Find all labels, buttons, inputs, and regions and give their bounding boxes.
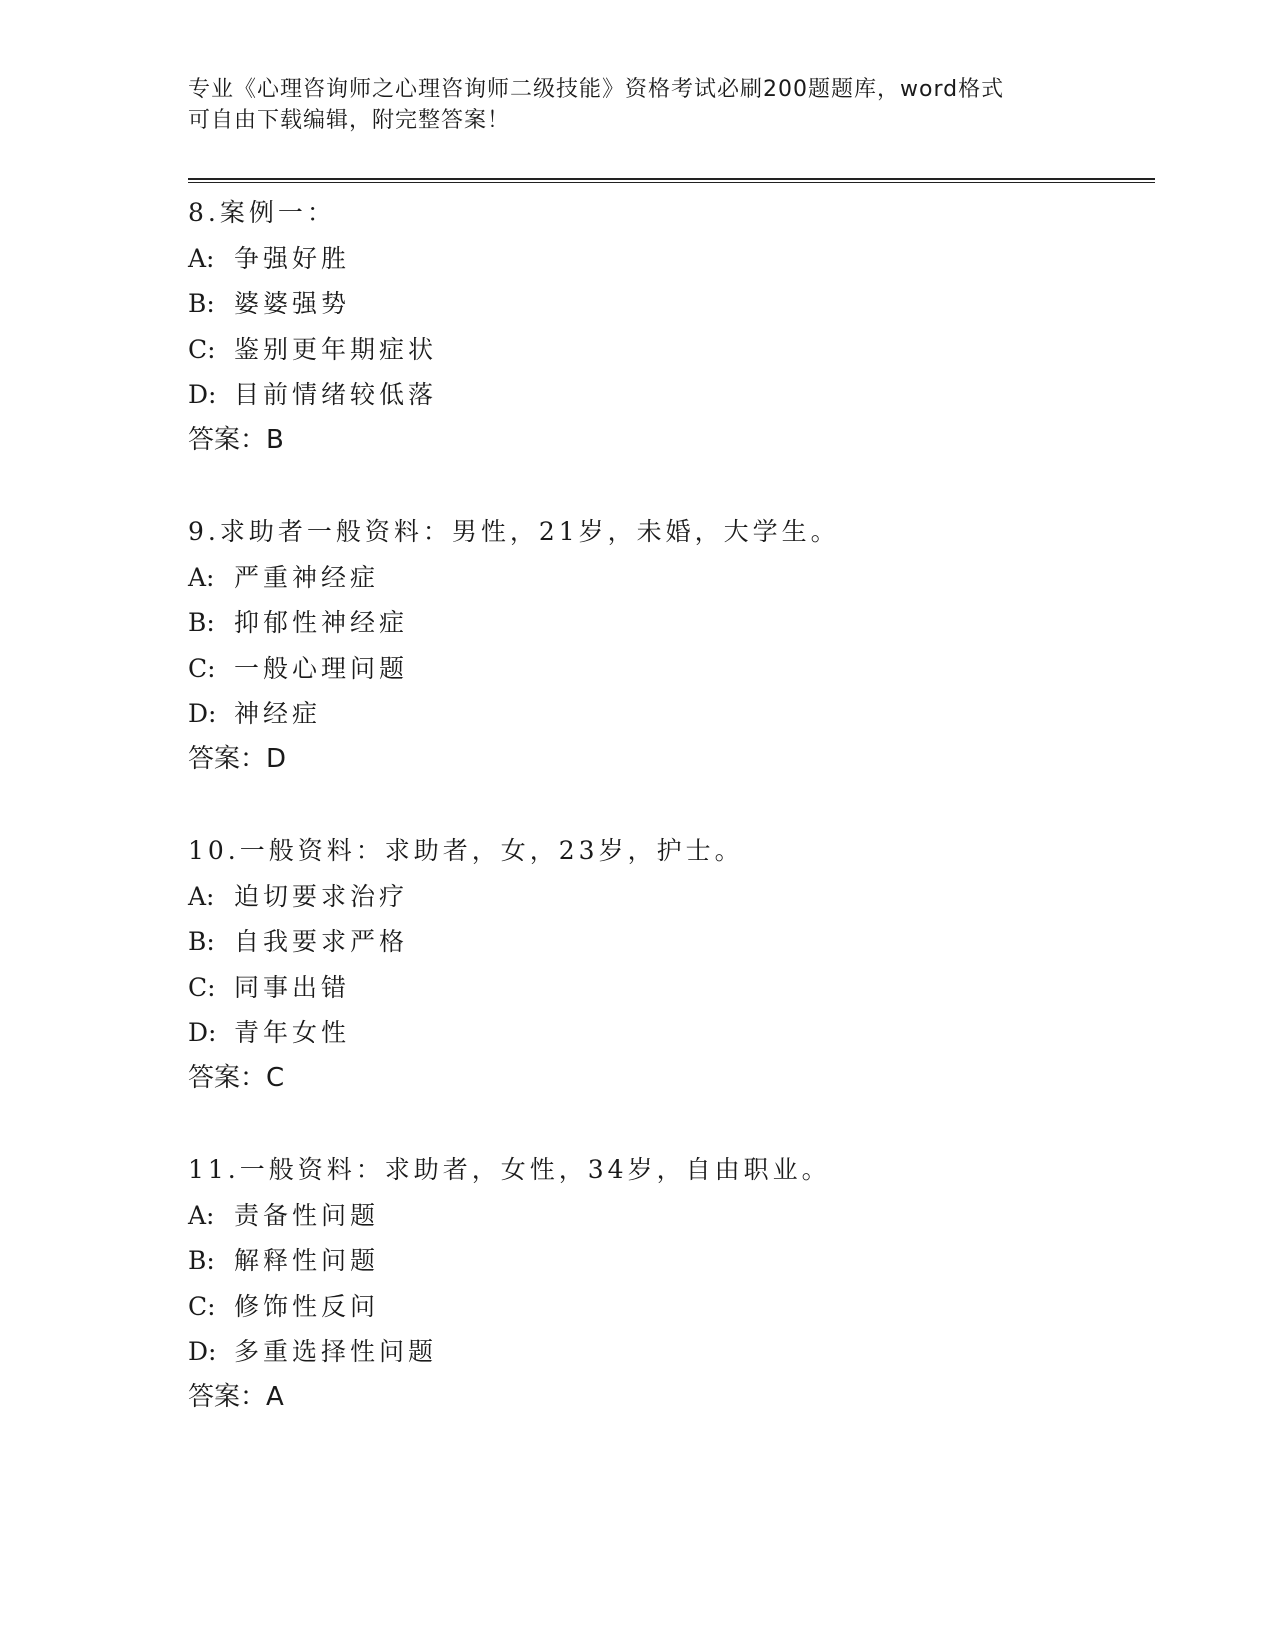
option-text: 争强好胜	[234, 243, 351, 273]
option-c	[188, 646, 1148, 692]
option-b	[188, 600, 1148, 646]
option-letter: B:	[188, 927, 215, 956]
option-text: 抑郁性神经症	[234, 608, 409, 637]
option-b	[188, 281, 1148, 327]
option-c	[188, 327, 1148, 373]
question-11	[188, 1147, 1148, 1420]
option-text: 目前情绪较低落	[234, 380, 438, 409]
option-letter: A:	[188, 1200, 215, 1230]
option-letter: D:	[188, 1337, 217, 1366]
option-letter: C:	[188, 334, 216, 364]
answer-line: 答案：C	[188, 1062, 285, 1093]
option-letter: C:	[188, 972, 216, 1002]
option-letter: D:	[188, 1018, 217, 1047]
header-line-2: 可自由下载编辑，附完整答案！	[188, 108, 511, 133]
option-text: 解释性问题	[234, 1246, 380, 1275]
option-d	[188, 372, 1148, 418]
option-text: 青年女性	[234, 1018, 351, 1047]
option-letter: D:	[188, 699, 217, 728]
option-text: 一般心理问题	[234, 653, 409, 683]
answer-line: 答案：B	[188, 424, 284, 455]
question-9	[188, 509, 1148, 782]
question-stem: 8.案例一：	[188, 198, 336, 227]
option-b	[188, 919, 1148, 965]
answer-line: 答案：A	[188, 1381, 284, 1412]
question-stem: 9.求助者一般资料：男性，21岁，未婚，大学生。	[188, 517, 840, 546]
question-8	[188, 190, 1148, 463]
option-d	[188, 1329, 1148, 1375]
option-c	[188, 1284, 1148, 1330]
option-letter: C:	[188, 1291, 216, 1321]
option-letter: B:	[188, 1246, 215, 1275]
option-letter: A:	[188, 881, 215, 911]
option-text: 婆婆强势	[234, 289, 351, 318]
option-text: 严重神经症	[234, 562, 380, 592]
option-a	[188, 555, 1148, 601]
option-text: 多重选择性问题	[234, 1337, 438, 1366]
option-a	[188, 874, 1148, 920]
header-line-1: 专业《心理咨询师之心理咨询师二级技能》资格考试必刷200题题库，word格式	[188, 77, 1005, 102]
option-text: 鉴别更年期症状	[234, 334, 438, 364]
option-letter: B:	[188, 608, 215, 637]
question-stem: 10.一般资料：求助者，女，23岁，护士。	[188, 836, 744, 865]
option-c	[188, 965, 1148, 1011]
document-header	[188, 74, 1088, 136]
option-text: 神经症	[234, 699, 322, 728]
option-letter: B:	[188, 289, 215, 318]
option-letter: D:	[188, 380, 217, 409]
question-list	[188, 190, 1148, 1466]
question-10	[188, 828, 1148, 1101]
option-text: 自我要求严格	[234, 927, 409, 956]
option-d	[188, 691, 1148, 737]
option-text: 同事出错	[234, 972, 351, 1002]
option-letter: A:	[188, 243, 215, 273]
option-letter: C:	[188, 653, 216, 683]
option-text: 修饰性反问	[234, 1291, 380, 1321]
header-divider	[188, 178, 1155, 183]
question-stem: 11.一般资料：求助者，女性，34岁，自由职业。	[188, 1155, 831, 1184]
option-d	[188, 1010, 1148, 1056]
option-a	[188, 236, 1148, 282]
option-letter: A:	[188, 562, 215, 592]
option-text: 责备性问题	[234, 1200, 380, 1230]
option-b	[188, 1238, 1148, 1284]
option-a	[188, 1193, 1148, 1239]
answer-line: 答案：D	[188, 743, 287, 774]
option-text: 迫切要求治疗	[234, 881, 409, 911]
